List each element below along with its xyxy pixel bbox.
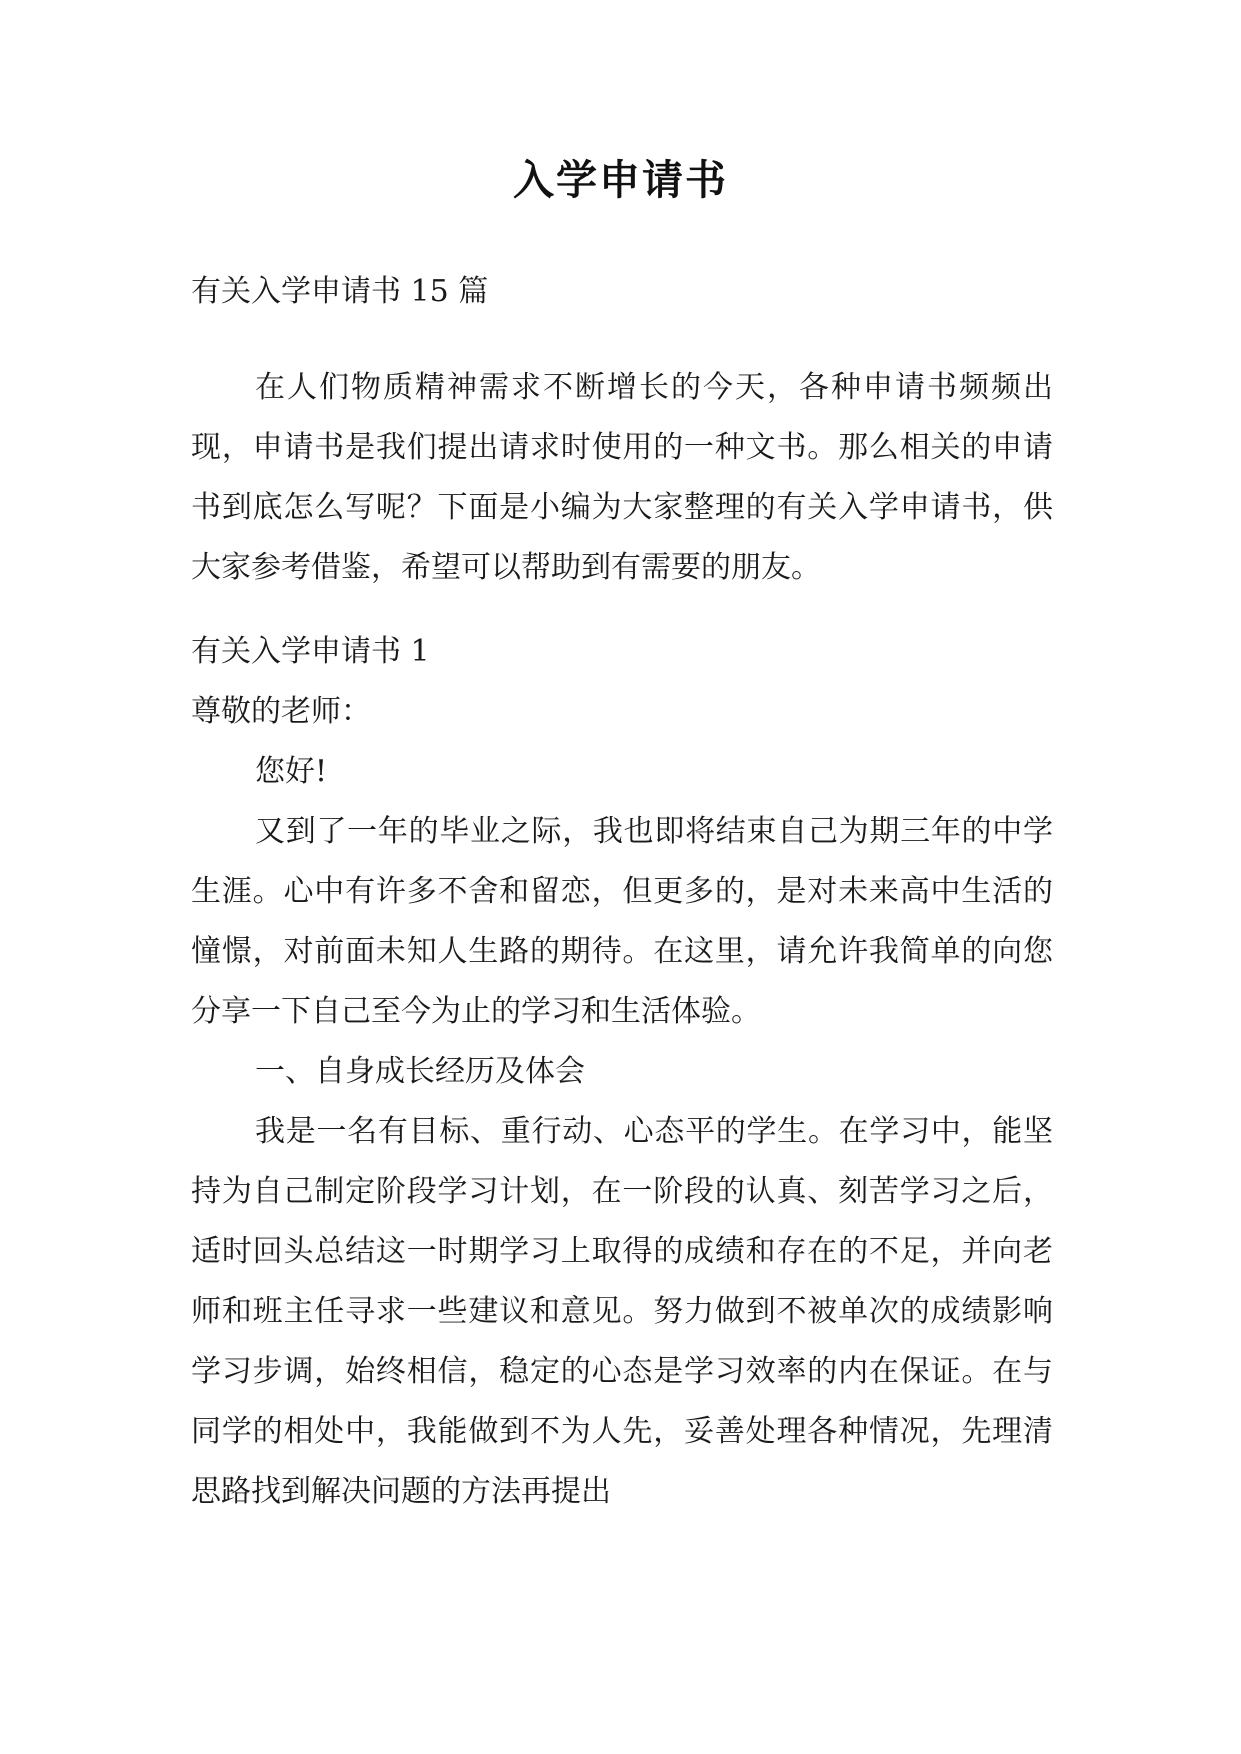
body-paragraph: 又到了一年的毕业之际，我也即将结束自己为期三年的中学生涯。心中有许多不舍和留恋，但更多的，是对未来高中生活的憧憬，对前面未知人生路的期待。在这里，请允许我简单的向您分享一下自己至今为止的学习和生活体验。 — [191, 814, 1053, 1029]
body-paragraph: 我是一名有目标、重行动、心态平的学生。在学习中，能坚持为自己制定阶段学习计划，在一阶段的认真、刻苦学习之后，适时回头总结这一时期学习上取得的成绩和存在的不足，并向老师和班主任寻求一些建议和意见。努力做到不被单次的成绩影响学习步调，始终相信，稳定的心态是学习效率的内在保证。在与同学的相处中，我能做到不为人先，妥善处理各种情况，先理清思路找到解决问题的方法再提出 — [191, 1114, 1053, 1509]
document-subtitle: 有关入学申请书 15 篇 — [191, 274, 489, 309]
greeting: 您好! — [255, 754, 328, 789]
intro-block — [191, 358, 1053, 598]
document-subtitle-block — [191, 262, 1053, 322]
salutation: 尊敬的老师： — [191, 694, 371, 729]
intro-paragraph: 在人们物质精神需求不断增长的今天，各种申请书频频出现，申请书是我们提出请求时使用的一种文书。那么相关的申请书到底怎么写呢？下面是小编为大家整理的有关入学申请书，供大家参考借鉴，希望可以帮助到有需要的朋友。 — [191, 370, 1053, 585]
subheading: 一、自身成长经历及体会 — [255, 1054, 585, 1089]
letter-body — [191, 622, 1053, 1522]
document-title: 入学申请书 — [513, 156, 728, 204]
section-heading: 有关入学申请书 1 — [191, 634, 430, 669]
